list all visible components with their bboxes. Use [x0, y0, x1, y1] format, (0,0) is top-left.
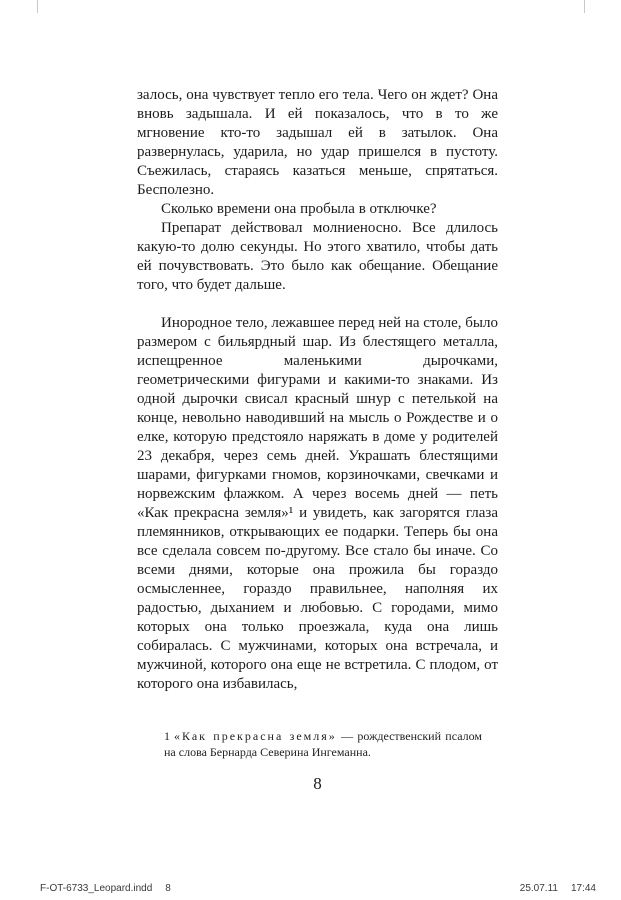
paragraph-section-start: Инородное тело, лежавшее перед ней на столе, было размером с бильярдный шар. Из блестящего металла, испещренное маленькими дырочками, геометрическими фигурами и какими-то знаками. Из одной дырочки свисал красный шнур с петелькой на конце, невольно наводивший на мысль о Рождестве и о елке, которую предстояло наряжать в доме у родителей 23 декабря, через семь дней. Украшать блестящими шарами, фигурками гномов, корзиночками, свечками и норвежским флажком. А через восемь дней — петь «Как прекрасна земля»¹ и увидеть, как загорятся глаза племянников, открывающих ее подарки. Теперь бы она все сделала совсем по-другому. Все стало бы иначе. Со всеми днями, которые она прожила бы гораздо осмысленнее, гораздо правильнее, наполняя их радостью, дыханием и любовью. С городами, мимо которых она только проезжала, куда она лишь собиралась. С мужчинами, которых она встречала, и мужчиной, которого она еще не встретила. С плодом, от которого она избавилась, [137, 315, 498, 692]
footnote-term: «Как прекрасна земля» [174, 729, 337, 743]
footer-right [520, 883, 596, 894]
crop-mark-top-left [37, 0, 38, 13]
footer-time: 17:44 [570, 883, 596, 894]
paragraph-continuation: залось, она чувствует тепло его тела. Чего он ждет? Она вновь задышала. И ей показалось, что в то же мгновение кто-то задышал ей в затылок. Она развернулась, ударила, но удар пришелся в пустоту. Съежилась, стараясь казаться меньше, спрятаться. Бесполезно. [137, 87, 498, 198]
footer-filename: F-OT-6733_Leopard.indd [40, 883, 153, 894]
footnote-marker: 1 [164, 729, 170, 743]
paragraph: Сколько времени она пробыла в отключке? [161, 201, 437, 217]
footer-left [40, 883, 171, 894]
text-block [137, 86, 498, 794]
crop-mark-top-right [584, 0, 585, 13]
footnote-text: — рождественский псалом на слова Бернарда Северина Ингеманна. [164, 729, 482, 759]
paragraph: Препарат действовал молниеносно. Все длилось какую-то долю секунды. Но этого хватило, чтобы дать ей почувствовать. Это было как обещание. Обещание того, что будет дальше. [137, 220, 498, 293]
footer-page-number: 8 [165, 883, 171, 894]
footer-date: 25.07.11 [519, 883, 558, 894]
print-footer [0, 880, 621, 894]
page-number: 8 [313, 774, 322, 793]
footnote [164, 728, 482, 760]
